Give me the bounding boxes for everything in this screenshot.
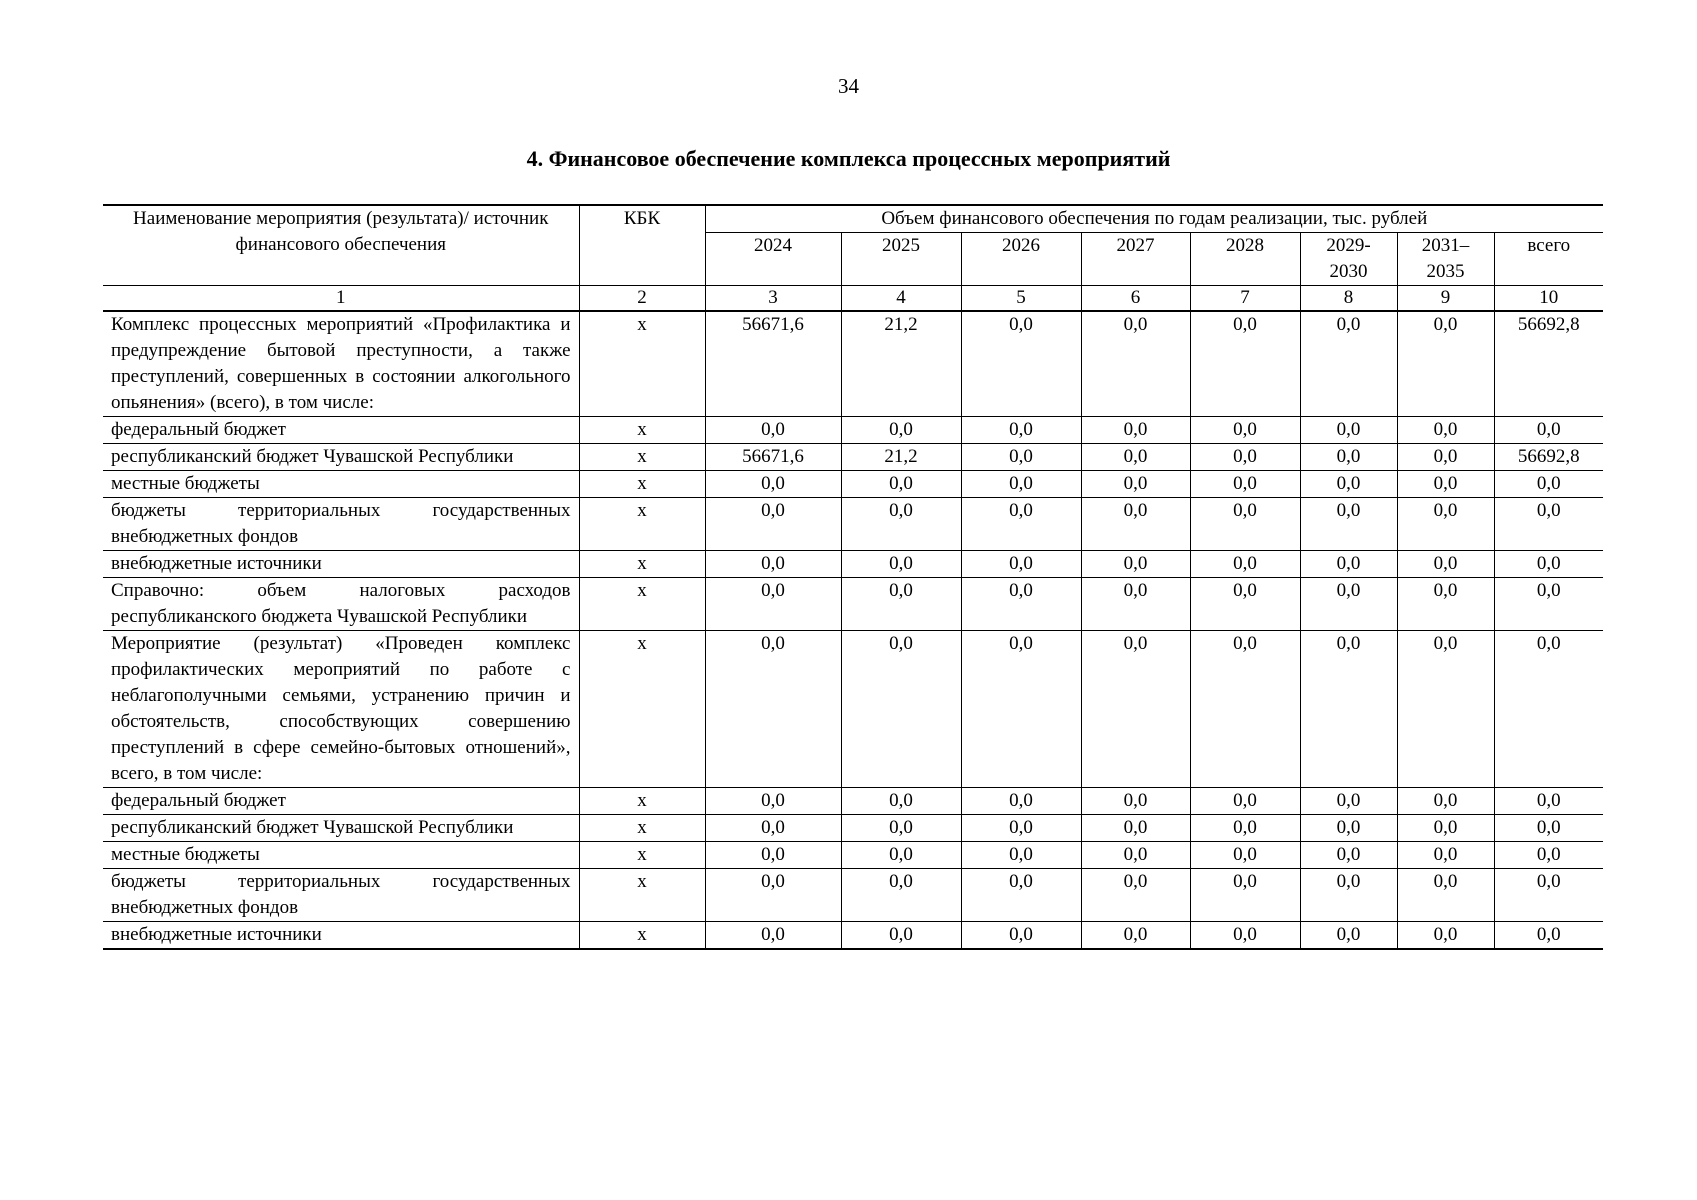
row-value: 0,0 — [961, 788, 1081, 815]
column-number: 7 — [1190, 286, 1300, 312]
row-value: 0,0 — [1190, 417, 1300, 444]
table-row — [103, 444, 1603, 471]
column-number: 5 — [961, 286, 1081, 312]
row-value: 0,0 — [1494, 631, 1603, 788]
row-value: 0,0 — [1494, 471, 1603, 498]
row-value: 0,0 — [1397, 498, 1494, 551]
row-name: федеральный бюджет — [103, 788, 579, 815]
row-value: 0,0 — [1397, 551, 1494, 578]
row-value: 0,0 — [1081, 869, 1190, 922]
table-row — [103, 631, 1603, 788]
row-value: 0,0 — [1190, 471, 1300, 498]
row-value: 0,0 — [841, 417, 961, 444]
row-value: 0,0 — [1190, 578, 1300, 631]
header-year: 2025 — [841, 233, 961, 286]
header-volume: Объем финансового обеспечения по годам реализации, тыс. рублей — [705, 205, 1603, 233]
header-year: 2024 — [705, 233, 841, 286]
row-value: 0,0 — [841, 842, 961, 869]
row-value: 56692,8 — [1494, 311, 1603, 417]
table-row — [103, 869, 1603, 922]
row-value: 0,0 — [961, 471, 1081, 498]
row-kbk: x — [579, 551, 705, 578]
row-value: 0,0 — [1300, 498, 1397, 551]
row-value: 0,0 — [841, 815, 961, 842]
row-value: 0,0 — [705, 788, 841, 815]
row-value: 0,0 — [1190, 842, 1300, 869]
row-value: 0,0 — [1300, 631, 1397, 788]
row-value: 0,0 — [961, 842, 1081, 869]
row-value: 56692,8 — [1494, 444, 1603, 471]
column-number: 8 — [1300, 286, 1397, 312]
row-value: 0,0 — [705, 471, 841, 498]
row-value: 0,0 — [1397, 815, 1494, 842]
row-value: 0,0 — [841, 551, 961, 578]
column-number: 1 — [103, 286, 579, 312]
row-kbk: x — [579, 471, 705, 498]
row-value: 0,0 — [1397, 842, 1494, 869]
row-value: 0,0 — [1494, 815, 1603, 842]
row-value: 0,0 — [1190, 922, 1300, 950]
row-value: 0,0 — [1397, 444, 1494, 471]
row-value: 0,0 — [705, 551, 841, 578]
row-name: бюджеты территориальных государственных внебюджетных фондов — [103, 498, 579, 551]
table-row — [103, 498, 1603, 551]
row-kbk: x — [579, 815, 705, 842]
table-row — [103, 842, 1603, 869]
column-number: 4 — [841, 286, 961, 312]
row-value: 0,0 — [1300, 551, 1397, 578]
row-value: 0,0 — [705, 815, 841, 842]
column-number: 9 — [1397, 286, 1494, 312]
row-value: 0,0 — [1494, 498, 1603, 551]
row-value: 0,0 — [1300, 471, 1397, 498]
row-value: 0,0 — [1190, 551, 1300, 578]
row-name: Комплекс процессных мероприятий «Профилактика и предупреждение бытовой преступности, а также преступлений, совершенных в состоянии алкогольного опьянения» (всего), в том числе: — [103, 311, 579, 417]
row-value: 0,0 — [961, 578, 1081, 631]
row-kbk: x — [579, 922, 705, 950]
row-name: Справочно: объем налоговых расходов республиканского бюджета Чувашской Республики — [103, 578, 579, 631]
row-value: 0,0 — [961, 631, 1081, 788]
row-value: 0,0 — [705, 578, 841, 631]
row-value: 0,0 — [1081, 815, 1190, 842]
row-name: местные бюджеты — [103, 842, 579, 869]
header-name: Наименование мероприятия (результата)/ источник финансового обеспечения — [103, 205, 579, 286]
table-row — [103, 417, 1603, 444]
row-kbk: x — [579, 578, 705, 631]
column-number: 6 — [1081, 286, 1190, 312]
row-value: 0,0 — [1494, 922, 1603, 950]
row-value: 0,0 — [961, 417, 1081, 444]
table-row — [103, 922, 1603, 950]
row-value: 0,0 — [1190, 444, 1300, 471]
row-value: 0,0 — [1081, 578, 1190, 631]
row-value: 0,0 — [1494, 578, 1603, 631]
row-value: 0,0 — [841, 922, 961, 950]
header-year: 2031– 2035 — [1397, 233, 1494, 286]
row-value: 0,0 — [961, 498, 1081, 551]
row-value: 0,0 — [1081, 444, 1190, 471]
row-value: 0,0 — [705, 417, 841, 444]
row-value: 0,0 — [1081, 417, 1190, 444]
row-name: федеральный бюджет — [103, 417, 579, 444]
row-value: 0,0 — [1397, 631, 1494, 788]
row-value: 0,0 — [1494, 869, 1603, 922]
table-row — [103, 788, 1603, 815]
table-row — [103, 815, 1603, 842]
row-value: 0,0 — [961, 551, 1081, 578]
row-value: 0,0 — [705, 922, 841, 950]
row-value: 0,0 — [841, 498, 961, 551]
row-value: 0,0 — [1397, 578, 1494, 631]
row-value: 0,0 — [961, 869, 1081, 922]
row-kbk: x — [579, 788, 705, 815]
row-value: 0,0 — [1397, 869, 1494, 922]
row-kbk: x — [579, 311, 705, 417]
row-value: 0,0 — [1397, 788, 1494, 815]
row-value: 0,0 — [1190, 311, 1300, 417]
row-name: бюджеты территориальных государственных внебюджетных фондов — [103, 869, 579, 922]
row-value: 0,0 — [1081, 631, 1190, 788]
header-year: 2027 — [1081, 233, 1190, 286]
row-value: 0,0 — [961, 444, 1081, 471]
header-year: 2029- 2030 — [1300, 233, 1397, 286]
row-value: 0,0 — [1397, 417, 1494, 444]
row-value: 0,0 — [1300, 788, 1397, 815]
row-value: 0,0 — [1300, 417, 1397, 444]
page-number: 34 — [838, 74, 859, 98]
row-kbk: x — [579, 631, 705, 788]
row-kbk: x — [579, 842, 705, 869]
row-value: 0,0 — [1081, 471, 1190, 498]
row-value: 0,0 — [1190, 788, 1300, 815]
row-value: 0,0 — [1190, 631, 1300, 788]
row-value: 0,0 — [841, 471, 961, 498]
row-value: 0,0 — [1190, 815, 1300, 842]
row-value: 0,0 — [841, 631, 961, 788]
header-year: всего — [1494, 233, 1603, 286]
page-title: 4. Финансовое обеспечение комплекса процессных мероприятий — [526, 146, 1171, 171]
row-value: 0,0 — [1190, 498, 1300, 551]
row-value: 21,2 — [841, 444, 961, 471]
row-value: 0,0 — [961, 815, 1081, 842]
row-value: 0,0 — [705, 842, 841, 869]
row-value: 0,0 — [1300, 311, 1397, 417]
row-kbk: x — [579, 417, 705, 444]
row-value: 0,0 — [1397, 471, 1494, 498]
row-value: 0,0 — [1494, 842, 1603, 869]
header-year: 2026 — [961, 233, 1081, 286]
row-name: республиканский бюджет Чувашской Республики — [103, 444, 579, 471]
row-name: республиканский бюджет Чувашской Республики — [103, 815, 579, 842]
row-value: 0,0 — [961, 922, 1081, 950]
row-value: 0,0 — [1494, 788, 1603, 815]
row-value: 21,2 — [841, 311, 961, 417]
row-kbk: x — [579, 444, 705, 471]
row-value: 0,0 — [961, 311, 1081, 417]
row-value: 0,0 — [841, 869, 961, 922]
row-value: 56671,6 — [705, 311, 841, 417]
header-kbk: КБК — [579, 205, 705, 286]
row-value: 0,0 — [1300, 842, 1397, 869]
column-number: 3 — [705, 286, 841, 312]
row-value: 0,0 — [1300, 815, 1397, 842]
row-value: 0,0 — [705, 498, 841, 551]
row-value: 0,0 — [1190, 869, 1300, 922]
row-value: 0,0 — [705, 869, 841, 922]
row-value: 0,0 — [1300, 922, 1397, 950]
table-row — [103, 311, 1603, 417]
row-value: 0,0 — [1494, 551, 1603, 578]
row-value: 0,0 — [1081, 842, 1190, 869]
row-value: 0,0 — [1397, 922, 1494, 950]
row-value: 0,0 — [1081, 498, 1190, 551]
table-row — [103, 551, 1603, 578]
row-value: 0,0 — [705, 631, 841, 788]
row-value: 0,0 — [841, 578, 961, 631]
row-name: внебюджетные источники — [103, 551, 579, 578]
row-value: 0,0 — [1300, 578, 1397, 631]
row-value: 0,0 — [1300, 444, 1397, 471]
row-name: Мероприятие (результат) «Проведен комплекс профилактических мероприятий по работе с неблагополучными семьями, устранению причин и обстоятельств, способствующих совершению преступлений в сфере семейно-бытовых отношений», всего, в том числе: — [103, 631, 579, 788]
row-value: 56671,6 — [705, 444, 841, 471]
row-value: 0,0 — [1081, 551, 1190, 578]
row-value: 0,0 — [1081, 311, 1190, 417]
row-value: 0,0 — [841, 788, 961, 815]
row-kbk: x — [579, 498, 705, 551]
column-number: 10 — [1494, 286, 1603, 312]
row-name: местные бюджеты — [103, 471, 579, 498]
column-number: 2 — [579, 286, 705, 312]
row-value: 0,0 — [1494, 417, 1603, 444]
table-row — [103, 471, 1603, 498]
row-value: 0,0 — [1300, 869, 1397, 922]
table-row — [103, 578, 1603, 631]
row-kbk: x — [579, 869, 705, 922]
row-name: внебюджетные источники — [103, 922, 579, 950]
row-value: 0,0 — [1397, 311, 1494, 417]
row-value: 0,0 — [1081, 922, 1190, 950]
header-year: 2028 — [1190, 233, 1300, 286]
row-value: 0,0 — [1081, 788, 1190, 815]
financing-table — [103, 204, 1603, 950]
